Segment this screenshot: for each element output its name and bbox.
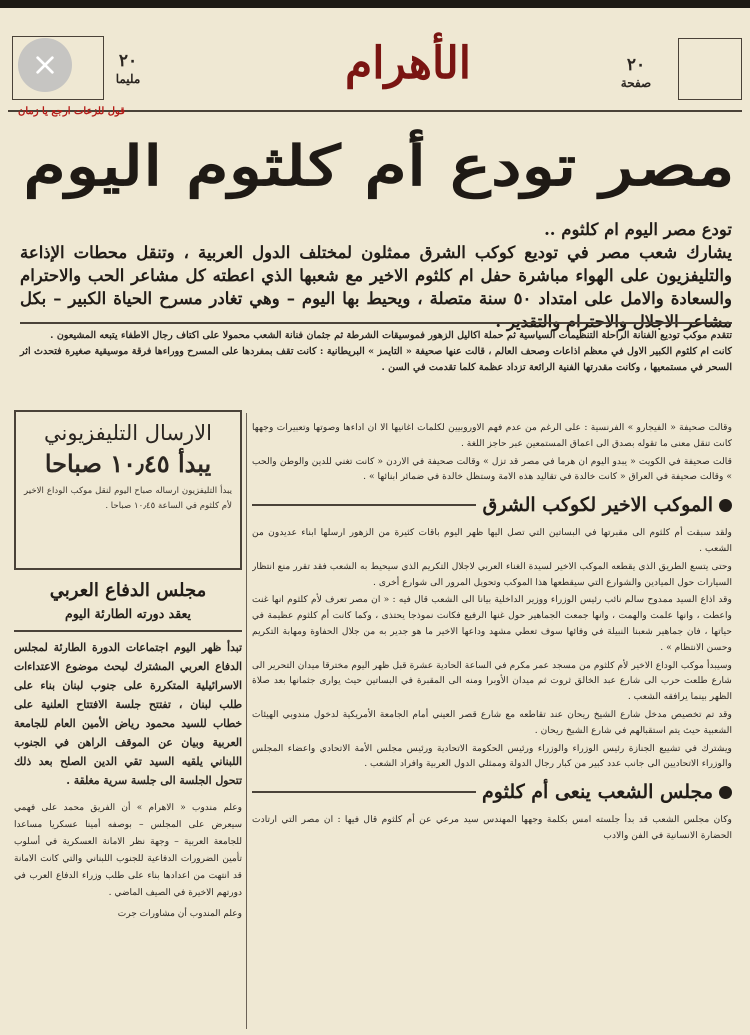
- lead-paragraph: [20, 218, 732, 333]
- main-story-column: [252, 420, 732, 1027]
- section-heading-text: مجلس الشعب ينعى أم كلثوم: [482, 781, 713, 804]
- side-column: [14, 410, 242, 1027]
- logo-text: الأهرام: [345, 38, 471, 89]
- masthead-right-box: [678, 38, 742, 100]
- newspaper-logo: [338, 32, 478, 96]
- masthead: [8, 22, 742, 112]
- section-heading-procession: [252, 491, 732, 519]
- tv-broadcast-box: [14, 410, 242, 570]
- price-right-value: ٢٠: [626, 55, 646, 75]
- close-icon: [34, 54, 56, 76]
- main-headline: مصر تودع أم كلثوم اليوم: [23, 133, 735, 198]
- column-divider: [246, 413, 247, 1029]
- story-paragraph: وكان مجلس الشعب قد بدأ جلسته امس بكلمة وجهها المهندس سيد مرعي عن أم كلثوم قال فيها : ان مصر التي ارتادت الحضارة الانسانية في الفن والادب: [252, 814, 732, 841]
- divider-rule: [20, 322, 732, 324]
- lead-line-2: يشارك شعب مصر في توديع كوكب الشرق ممثلون لمختلف الدول العربية ، وتنقل محطات الإذاعة والتليفزيون على الهواء مباشرة حفل ام كلثوم الاخير مع شعبها الذي اعطته كل مشاعر الحب والاحترام والسعادة والامل على امتداد ٥٠ سنة متصلة ، ويحيط بها اليوم – وهي تغادر مسرح الحياة الكبير – بكل: [20, 243, 732, 308]
- story-paragraph: وسيبدأ موكب الوداع الاخير لأم كلثوم من مسجد عمر مكرم في الساعة الحادية عشرة قبل ظهر اليوم مخترقا ميدان التحرير الى شارع طلعت حرب الى شارع عبد الخالق ثروت ثم ميدان الأوبرا ومنه الى المقبرة في البساتين حيث يوارى جثمانها بعد صلاة الظهر بينما يرافقه الشعب .: [252, 659, 732, 703]
- bullet-icon: [719, 786, 732, 799]
- masthead-price-right: [610, 56, 662, 92]
- lead-line-1: تودع مصر اليوم ام كلثوم ..: [544, 220, 732, 239]
- close-button[interactable]: [18, 38, 72, 92]
- section-heading-text: الموكب الاخير لكوكب الشرق: [482, 494, 713, 517]
- intro-paragraph-1: تتقدم موكب توديع الفنانة الراحلة التنظيمات السياسية ثم حملة اكاليل الزهور فموسيقات الشرطة ثم جثمان فنانة الشعب محمولا على اكتاف رجال الاطفاء يتبعه المشيعون .: [50, 330, 732, 341]
- arab-defense-subhead: يعقد دورته الطارئة اليوم: [14, 604, 242, 632]
- heading-rule: [252, 791, 476, 793]
- newspaper-page: [0, 8, 750, 1035]
- masthead-notes-left: [158, 42, 328, 100]
- story-paragraph: وحتى يتسع الطريق الذي يقطعه الموكب الاخير لسيدة الغناء العربي لاجلال التكريم الذي سيحيط به الشعب فقد تقرر منع انتظار السيارات حول الميادين والشوارع التي سيقطعها هذا الموكب وتحويل المرور الى شوارع أخرى .: [252, 560, 732, 588]
- arab-defense-paragraph: وعلم مندوب « الاهرام » أن الفريق محمد على فهمي سيعرض على المجلس – بوصفه أمينا عسكريا مساعدا للجامعة العربية – وجهة نظر الامانة العسكرية في أسلوب تأمين الضرورات الدفاعية للجنوب اللبناني والتي كانت الامانة قد انتهت من اعدادها بناء على طلب وزراء الدفاع العرب في دورتهم الاخيرة في الصيف الماضي .: [14, 803, 242, 898]
- price-left-unit: مليما: [115, 72, 141, 86]
- story-paragraph: وقد اذاع السيد ممدوح سالم نائب رئيس الوزراء ووزير الداخلية بيانا الى الشعب قال فيه : « ان مصر تعرف لأم كلثوم انها غنت واعطت ، وانها علمت والهمت ، وانها جمعت الجماهير حول غنها الرفيع فكانت نموذجا يحتذى ، وكما كانت أم كلثوم عظيمة في حياتها ، فان جماهير شعبنا النبيلة في وفائها سوف تعطي مشهد وداعها الاخير ما هو جدير به من جلال الحفاوة ومهابة التكريم وحسن الانتظام » .: [252, 594, 732, 653]
- arab-defense-paragraph: وعلم المندوب أن مشاورات جرت: [117, 909, 242, 919]
- intro-paragraph-2: كانت ام كلثوم الكبير الاول في معظم اذاعات وصحف العالم ، قالت عنها صحيفة « التايمز » البريطانية : كانت تقف بمفردها على المسرح ووراءها فرقة موسيقية صغيرة فتحدث اثر السحر في مستمعيها ، وكانت مقدرتها الفنية الرائعة تزداد عظمة كلما تقدمت في السن .: [20, 346, 732, 373]
- price-right-unit: صفحة: [620, 76, 652, 90]
- intro-paragraphs: [20, 328, 732, 376]
- heading-rule: [252, 504, 476, 506]
- price-left-value: ٢٠: [118, 51, 138, 71]
- story-paragraph: ولقد سبقت أم كلثوم الى مقبرتها في البساتين التي تصل اليها ظهر اليوم باقات كثيرة من الزهور ارسلها ابناء عديدون من الشعب .: [252, 527, 732, 554]
- arab-defense-body: تبدأ ظهر اليوم اجتماعات الدورة الطارئة لمجلس الدفاع العربي المشترك لبحث موضوع الاعتداءات الاسرائيلية المتكررة على جنوب لبنان بناء على طلب لبنان ، تفتتح جلسة الافتتاح العلنية على خطاب للسيد محمود رياض الأمين العام للجامعة العربية وبيان عن الموقف الراهن في الجنوب اللبناني يلقيه السيد تقي الدين الصلح بعد ذلك تتحول الجلسة الى جلسة سرية مغلقة .: [14, 641, 242, 787]
- arab-defense-headline: مجلس الدفاع العربي: [49, 580, 207, 601]
- tv-box-title: الارسال التليفزيوني: [44, 421, 212, 445]
- story-paragraph: ويشترك في تشييع الجنازة رئيس الوزراء والوزراء ورئيس الحكومة الاتحادية ورئيس مجلس الأمة الاتحادي واعضاء المجلس والوزراء الاتحاديين الى جانب عدد كبير من كبار رجال الدولة وممثلي الدول العربية وافراد الشعب .: [252, 742, 732, 770]
- masthead-price-left: [108, 52, 148, 88]
- masthead-notes-right: [484, 42, 602, 100]
- section-heading-parliament: [252, 778, 732, 806]
- tv-box-text: يبدأ التليفزيون ارساله صباح اليوم لنقل موكب الوداع الاخير لأم كلثوم في الساعة ١٠٫٤٥ صباحا .: [24, 486, 232, 511]
- story-paragraph: وقد تم تخصيص مدخل شارع الشيخ ريحان عند تقاطعه مع شارع قصر العيني أمام الجامعة الأمريكية لدخول مندوبي الهيئات الشعبية حيث يتم استقبالهم في شارع الشيخ ريحان .: [252, 708, 732, 736]
- arab-defense-body-continued: [14, 800, 242, 923]
- kicker-line: قول للزعات ارجع يا زمان: [18, 106, 125, 117]
- story-paragraph: وقالت صحيفة « الفيجارو » الفرنسية : على الرغم من عدم فهم الاوروبيين لكلمات اغانيها الا ان اداءها وصوتها وتعبيرات وجهها كانت تنقل معنى ما تقوله بصدق الى اعماق المستمعين عبر حاجز اللغة .: [252, 422, 732, 449]
- tv-box-time: يبدأ ١٠٫٤٥ صباحا: [44, 449, 212, 478]
- story-paragraph: قالت صحيفة في الكويت « يبدو اليوم ان هرما في مصر قد تزل » وقالت صحيفة في الاردن « كانت تغني للدين والوطن والحب » وقالت صحيفة في العراق « كانت خالدة في تقاليد هذه الامة وستظل خالدة في ضمائر ابنائها » .: [252, 455, 732, 483]
- bullet-icon: [719, 499, 732, 512]
